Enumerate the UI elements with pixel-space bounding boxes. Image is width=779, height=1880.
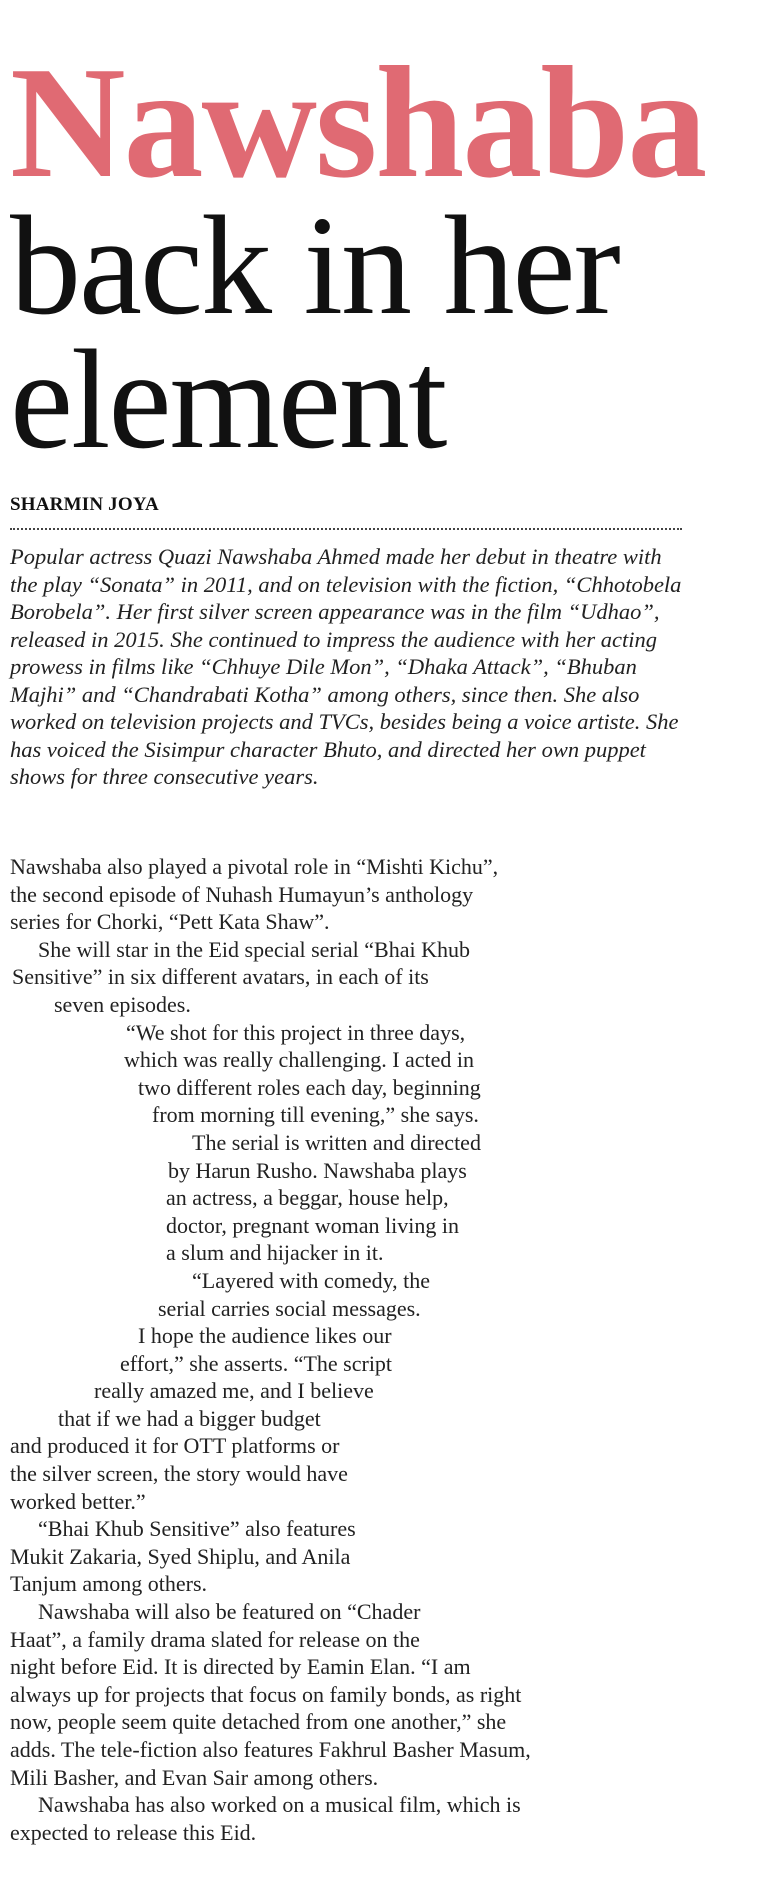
body-line: Tanjum among others.: [10, 1571, 208, 1597]
dotted-divider: [10, 528, 682, 530]
article-body: [10, 853, 710, 1846]
body-line: The serial is written and directed: [192, 1129, 481, 1155]
body-line: by Harun Rusho. Nawshaba plays: [168, 1157, 467, 1183]
intro-paragraph: Popular actress Quazi Nawshaba Ahmed made her debut in theatre with the play “Sonata” in 2011, and on television with the fiction, “Chhotobela Borobela”. Her first silver screen appearance was in the film “Udhao”, released in 2015. She continued to impress the audience with her acting prowess in films like “Chhuye Dile Mon”, “Dhaka Attack”, “Bhuban Majhi” and “Chandrabati Kotha” among others, since then. She also worked on television projects and TVCs, besides being a voice artiste. She has voiced the Sisimpur character Bhuto, and directed her own puppet shows for three consecutive years.: [10, 544, 682, 789]
body-line: and produced it for OTT platforms or: [10, 1433, 340, 1459]
body-line: an actress, a beggar, house help,: [166, 1185, 449, 1211]
body-line: Nawshaba also played a pivotal role in “Mishti Kichu”,: [10, 854, 499, 879]
body-line: adds. The tele-fiction also features Fakhrul Basher Masum,: [10, 1737, 531, 1762]
headline-line-1: Nawshaba: [10, 33, 706, 211]
body-line: really amazed me, and I believe: [94, 1378, 374, 1404]
body-line: “We shot for this project in three days,: [126, 1019, 466, 1045]
body-line: two different roles each day, beginning: [138, 1074, 481, 1100]
body-line: from morning till evening,” she says.: [152, 1102, 479, 1128]
headline-line-3: element: [10, 320, 446, 478]
body-line: always up for projects that focus on family bonds, as right: [10, 1681, 522, 1707]
body-line: now, people seem quite detached from one another,” she: [10, 1709, 507, 1735]
body-line: Haat”, a family drama slated for release on the: [10, 1626, 420, 1652]
body-line: the silver screen, the story would have: [10, 1461, 348, 1487]
byline: SHARMIN JOYA: [10, 494, 159, 515]
body-line: which was really challenging. I acted in: [124, 1047, 475, 1073]
body-line: Mili Basher, and Evan Sair among others.: [10, 1764, 379, 1790]
body-line: She will star in the Eid special serial “Bhai Khub: [38, 936, 470, 962]
body-line: effort,” she asserts. “The script: [120, 1350, 393, 1376]
body-line: I hope the audience likes our: [138, 1323, 392, 1349]
body-line: a slum and hijacker in it.: [166, 1240, 384, 1266]
body-line: “Layered with comedy, the: [192, 1267, 431, 1293]
body-line: the second episode of Nuhash Humayun’s anthology: [10, 881, 474, 907]
body-line: seven episodes.: [54, 991, 191, 1017]
body-line: serial carries social messages.: [158, 1295, 421, 1321]
body-line: Nawshaba has also worked on a musical film, which is: [38, 1792, 521, 1818]
body-line: Sensitive” in six different avatars, in each of its: [12, 964, 429, 990]
body-line: that if we had a bigger budget: [58, 1405, 321, 1431]
body-line: “Bhai Khub Sensitive” also features: [38, 1516, 356, 1542]
body-line: Mukit Zakaria, Syed Shiplu, and Anila: [10, 1543, 351, 1569]
body-line: doctor, pregnant woman living in: [166, 1212, 460, 1238]
body-line: series for Chorki, “Pett Kata Shaw”.: [10, 909, 330, 935]
body-line: expected to release this Eid.: [10, 1819, 257, 1845]
body-line: Nawshaba will also be featured on “Chader: [38, 1599, 421, 1625]
body-line: night before Eid. It is directed by Eamin Elan. “I am: [10, 1654, 471, 1680]
body-line: worked better.”: [10, 1488, 146, 1514]
headline-line-2: back in her: [10, 186, 619, 344]
